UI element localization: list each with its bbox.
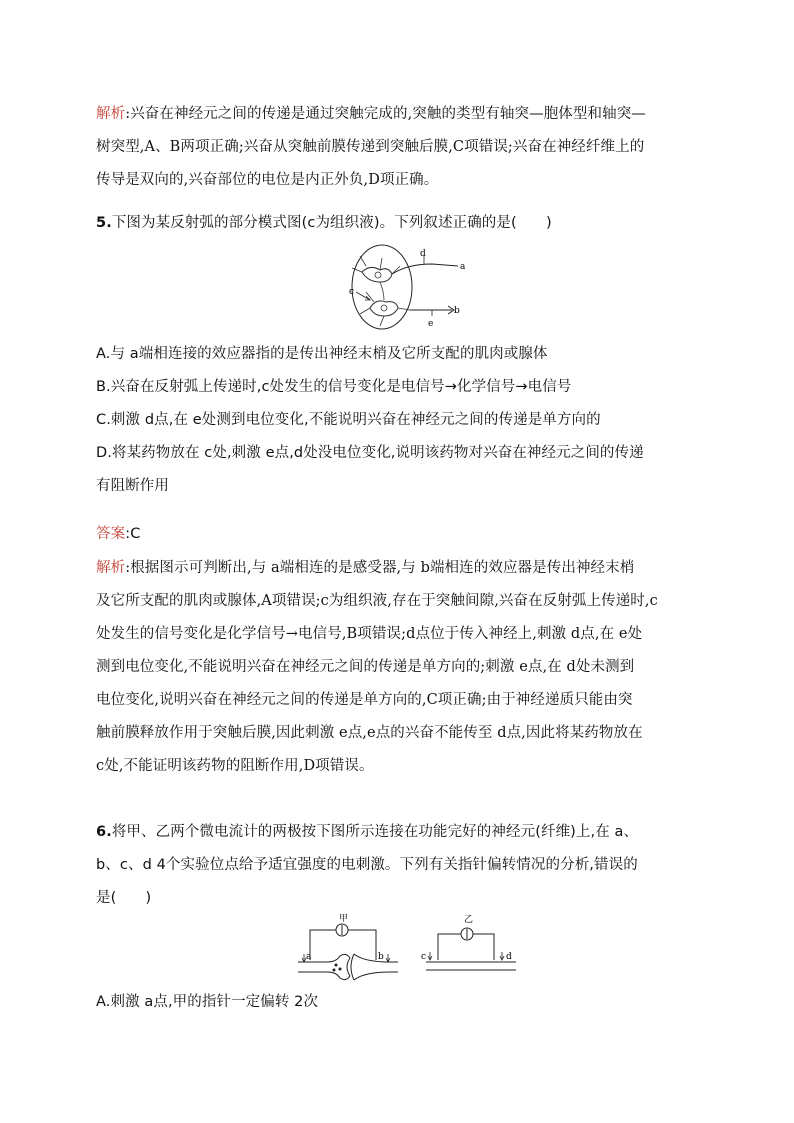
option-c: C.刺激 d点,在 e处测到电位变化,不能说明兴奋在神经元之间的传递是单方向的	[96, 412, 601, 428]
analysis-line: 触前膜释放作用于突触后膜,因此刺激 e点,e点的兴奋不能传至 d点,因此将某药物放在	[96, 725, 643, 741]
question-number: 6.	[96, 824, 112, 840]
label-d: d	[420, 249, 426, 259]
question-text: 下图为某反射弧的部分模式图(c为组织液)。下列叙述正确的是( )	[111, 215, 552, 231]
analysis-line: 传导是双向的,兴奋部位的电位是内正外负,D项正确。	[96, 172, 439, 188]
label-d: d	[506, 952, 512, 962]
galvanometer-figure	[290, 912, 530, 984]
question-number: 5.	[96, 215, 112, 231]
label-jia: 甲	[339, 914, 349, 924]
q6-stem	[96, 816, 706, 915]
label-e: e	[428, 319, 434, 329]
q4-analysis	[96, 98, 706, 197]
label-b: b	[454, 306, 460, 316]
analysis-line: 树突型,A、B两项正确;兴奋从突触前膜传递到突触后膜,C项错误;兴奋在神经纤维上的	[96, 139, 645, 155]
option-d-continued: 有阻断作用	[96, 478, 169, 494]
label-a: a	[460, 262, 466, 272]
label-c: c	[421, 952, 427, 962]
label-c: c	[349, 287, 355, 297]
q5-answer	[96, 518, 706, 551]
question-text: 将甲、乙两个微电流计的两极按下图所示连接在功能完好的神经元(纤维)上,在 a、	[111, 824, 639, 840]
answer-value: :C	[125, 526, 141, 542]
analysis-line: :根据图示可判断出,与 a端相连的是感受器,与 b端相连的效应器是传出神经末梢	[125, 560, 635, 576]
analysis-line: 及它所支配的肌肉或腺体,A项错误;c为组织液,存在于突触间隙,兴奋在反射弧上传递时,c	[96, 593, 658, 609]
option-a: A.与 a端相连接的效应器指的是传出神经末梢及它所支配的肌肉或腺体	[96, 346, 548, 362]
label-a: a	[306, 952, 312, 962]
q5-analysis	[96, 552, 706, 783]
analysis-label: 解析	[96, 106, 126, 122]
reflex-arc-figure	[340, 242, 470, 334]
q5-stem	[96, 207, 706, 240]
option-b: B.兴奋在反射弧上传递时,c处发生的信号变化是电信号→化学信号→电信号	[96, 379, 572, 395]
q6-options	[96, 986, 706, 1019]
analysis-line: 测到电位变化,不能说明兴奋在神经元之间的传递是单方向的;刺激 e点,在 d处未测到	[96, 659, 635, 675]
answer-label: 答案	[96, 526, 126, 542]
label-b: b	[378, 952, 384, 962]
analysis-line: 电位变化,说明兴奋在神经元之间的传递是单方向的,C项正确;由于神经递质只能由突	[96, 692, 633, 708]
analysis-line: :兴奋在神经元之间的传递是通过突触完成的,突触的类型有轴突—胞体型和轴突—	[125, 106, 646, 122]
analysis-label: 解析	[96, 560, 126, 576]
q5-options	[96, 338, 706, 503]
analysis-line: 处发生的信号变化是化学信号→电信号,B项错误;d点位于传入神经上,刺激 d点,在 e处	[96, 626, 643, 642]
option-a: A.刺激 a点,甲的指针一定偏转 2次	[96, 994, 319, 1010]
option-d: D.将某药物放在 c处,刺激 e点,d处没电位变化,说明该药物对兴奋在神经元之间的传递	[96, 445, 644, 461]
label-yi: 乙	[464, 915, 474, 925]
analysis-line: c处,不能证明该药物的阻断作用,D项错误。	[96, 758, 374, 774]
question-text: 是( )	[96, 890, 152, 906]
question-text: b、c、d 4个实验位点给予适宜强度的电刺激。下列有关指针偏转情况的分析,错误的	[96, 857, 638, 873]
